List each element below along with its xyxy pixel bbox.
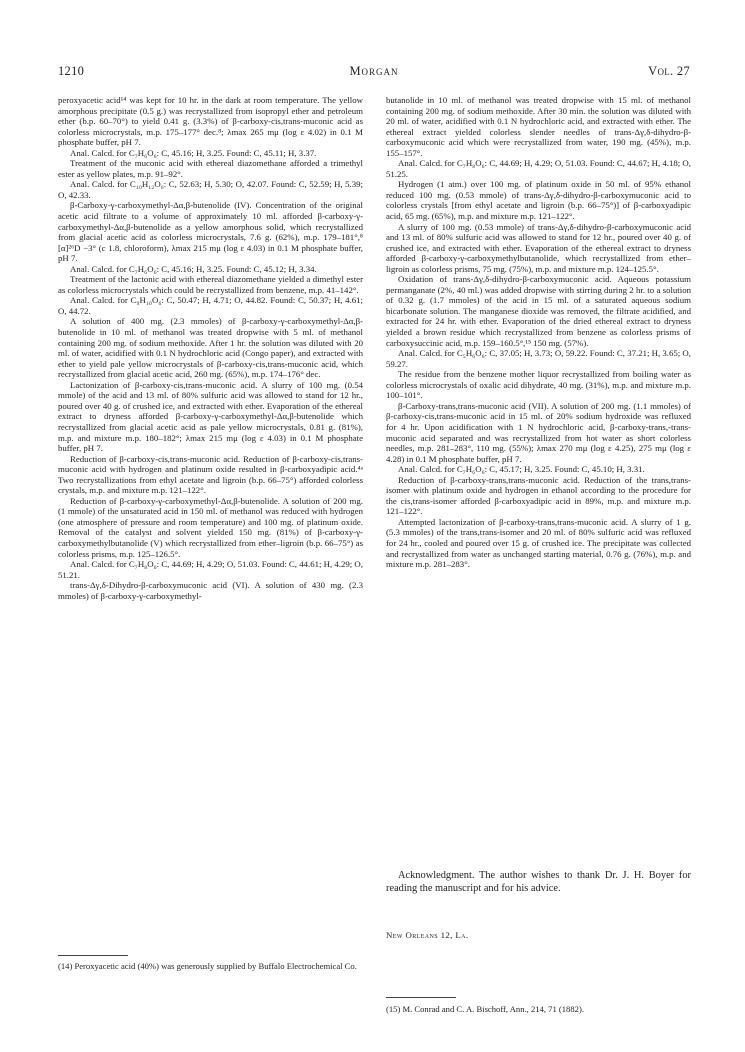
paragraph: A solution of 400 mg. (2.3 mmoles) of β-carboxy-γ-carboxymethyl-Δα,β-butenolide in 10 ml. of methanol was treated dropwise with 5 ml. of methanol containing 200 mg. of sodium methoxide. After 1 hr. the solution was diluted with 20 ml. of water, acidified with 0.1 N hydrochloric acid (Congo paper), and extracted with ether to yield pale yellow microcrystals of β-carboxy-cis,trans-muconic acid, which recrystallized from glacial acetic acid, 260 mg. (65%), m.p. 174–176° dec. (58, 316, 363, 380)
paragraph: Treatment of the muconic acid with ethereal diazomethane afforded a trimethyl ester as yellow plates, m.p. 91–92°. (58, 158, 363, 179)
paragraph: Reduction of β-carboxy-cis,trans-muconic acid. Reduction of β-carboxy-cis,trans-muconic acid with hydrogen and platinum oxide resulted in β-carboxyadipic acid.⁴ᵃ Two recrystallizations from ethyl acetate and ligroin (b.p. 66–75°) afforded colorless crystals, m.p. and mixture m.p. 121–122°. (58, 453, 363, 496)
paragraph: Lactonization of β-carboxy-cis,trans-muconic acid. A slurry of 100 mg. (0.54 mmole) of the acid and 13 ml. of 80% sulfuric acid was allowed to stand for 12 hr., poured over 40 g. of crushed ice, and extracted with ether. Evaporation of the ethereal extract to dryness afforded β-carboxy-γ-carboxymethyl-Δα,β-butenolide which recrystallized from glacial acetic acid as pale yellow microcrystals, 0.81 g. (81%), m.p. and mixture m.p. 180–182°; λmax 215 mμ (log ε 4.03) in 0.1 M phosphate buffer, pH 7. (58, 379, 363, 454)
paragraph: Oxidation of trans-Δγ,δ-dihydro-β-carboxymuconic acid. Aqueous potassium permanganate (2%, 40 ml.) was added dropwise with stirring during 2 hr. to a solution of 0.32 g. (1.7 mmoles) of the acid in 15 ml. of a saturated aqueous sodium bicarbonate solution. The manganese dioxide was removed, the filtrate acidified, and extracted for 24 hr. with ether. Evaporation of the dried ethereal extract to dryness yielded a brown residue which recrystallized from benzene as colorless prisms of carboxysuccinic acid, m.p. 159–160.5°,¹⁵ 150 mg. (57%). (386, 274, 691, 348)
author-address: New Orleans 12, La. (386, 930, 469, 940)
paragraph: β-Carboxy-trans,trans-muconic acid (VII). A solution of 200 mg. (1.1 mmoles) of β-carboxy-cis,trans-muconic acid in 15 ml. of 20% sodium hydroxide was refluxed for 4 hr. Upon acidification with 1 N hydrochloric acid, β-carboxy-trans,-trans-muconic acid separated and was recrystallized from hot water as short colorless needles, m.p. 281–283°, 110 mg. (55%); λmax 270 mμ (log ε 4.25), 275 mμ (log ε 4.28) in 0.1 M phosphate buffer, pH 7. (386, 400, 691, 464)
left-column (58, 95, 363, 601)
paragraph: butanolide in 10 ml. of methanol was treated dropwise with 15 ml. of methanol containing 200 mg. of sodium methoxide. After 30 min. the solution was diluted with 20 ml. of water, acidified with 0.1 N hydrochloric acid, and extracted with ether. The ethereal extract yielded colorless slender needles of trans-Δγ,δ-dihydro-β-carboxymuconic acid which were recrystallized from water, 190 mg. (45%), m.p. 155–157°. (386, 95, 691, 158)
paragraph: Anal. Calcd. for C₁₀H₁₂O₆: C, 52.63; H, 5.30; O, 42.07. Found: C, 52.59; H, 5.39; O, 42.33. (58, 179, 363, 200)
paragraph: Anal. Calcd. for C₉H₁₀O₆: C, 50.47; H, 4.71; O, 44.82. Found: C, 50.37; H, 4.61; O, 44.72. (58, 295, 363, 316)
volume-label: Vol. 27 (648, 64, 690, 78)
paragraph: peroxyacetic acid¹⁴ was kept for 10 hr. in the dark at room temperature. The yellow amorphous precipitate (0.5 g.) was recrystallized from isopropyl ether and petroleum ether (b.p. 60–70°) to yield 0.41 g. (3.3%) of β-carboxy-cis,trans-muconic acid as colorless microcrystals, m.p. 175–177° dec.⁸; λmax 265 mμ (log ε 4.02) in 0.1 M phosphate buffer, pH 7. (58, 95, 363, 148)
right-column (386, 95, 691, 570)
running-author: Morgan (349, 64, 399, 78)
footnote-14: (14) Peroxyacetic acid (40%) was generously supplied by Buffalo Electrochemical Co. (58, 961, 357, 971)
paragraph: Anal. Calcd. for C₇H₈O₆: C, 44.69; H, 4.29; O, 51.03. Found: C, 44.67; H, 4.18; O, 51.25. (386, 158, 691, 179)
page-number: 1210 (58, 64, 85, 78)
footnote-rule (386, 997, 456, 998)
paragraph: Reduction of β-carboxy-trans,trans-muconic acid. Reduction of the trans,trans-isomer with platinum oxide and hydrogen in ethanol according to the procedure for the cis,trans-isomer afforded β-carboxyadipic acid in 89%, m.p. and mixture m.p. 121–122°. (386, 474, 691, 517)
paragraph: Attempted lactonization of β-carboxy-trans,trans-muconic acid. A slurry of 1 g. (5.3 mmoles) of the trans,trans-isomer and 20 ml. of 80% sulfuric acid was refluxed for 24 hr., cooled and poured over 15 g. of crushed ice. The precipitate was collected and recrystallized from water as unchanged starting material, 0.76 g. (76%), m.p. and mixture m.p. 281–283°. (386, 516, 691, 570)
paragraph: Anal. Calcd. for C₅H₆O₆: C, 37.05; H, 3.73; O, 59.22. Found: C, 37.21; H, 3.65; O, 59.27. (386, 348, 691, 369)
footnote-rule (58, 955, 128, 956)
paragraph: β-Carboxy-γ-carboxymethyl-Δα,β-butenolide (IV). Concentration of the original acetic acid filtrate to a volume of approximately 10 ml. afforded β-carboxy-γ-carboxymethyl-Δα,β-butenolide as a yellow amorphous solid, which recrystallized from glacial acetic acid as colorless microcrystals, 7.6 g. (62%), m.p. 179–181°,⁸ [α]²⁶D −3° (c 1.8, chloroform), λmax 215 mμ (log ε 4.03) in 0.1 M phosphate buffer, pH 7. (58, 200, 363, 264)
paragraph: Hydrogen (1 atm.) over 100 mg. of platinum oxide in 50 ml. of 95% ethanol reduced 100 mg. (0.53 mmole) of trans-Δγ,δ-dihydro-β-carboxymuconic acid to colorless crystals [from ethyl acetate and ligroin (b.p. 66–75°)] of β-carboxyadipic acid, 65 mg. (65%), m.p. and mixture m.p. 121–122°. (386, 179, 691, 222)
paragraph: Anal. Calcd. for C₇H₆O₆: C, 45.17; H, 3.25. Found: C, 45.10; H, 3.31. (398, 464, 645, 475)
paragraph: Anal. Calcd. for C₇H₈O₆: C, 44.69; H, 4.29; O, 51.03. Found: C, 44.61; H, 4.29; O, 51.21. (58, 559, 363, 580)
footnote-15: (15) M. Conrad and C. A. Bischoff, Ann., 214, 71 (1882). (386, 1004, 584, 1014)
paragraph: The residue from the benzene mother liquor recrystallized from boiling water as colorless microcrystals of oxalic acid dihydrate, 40 mg. (31%), m.p. and mixture m.p. 100–101°. (386, 369, 691, 401)
running-header (58, 64, 690, 80)
paragraph: A slurry of 100 mg. (0.53 mmole) of trans-Δγ,δ-dihydro-β-carboxymuconic acid and 13 ml. of 80% sulfuric acid was allowed to stand for 12 hr., poured over 40 g. of crushed ice, and extracted with ether. Evaporation of the ethereal extract to dryness afforded β-carboxy-γ-carboxymethylbutanolide, which recrystallized from ether–ligroin as colorless prisms, 75 mg. (75%), m.p. and mixture m.p. 124–125.5°. (386, 221, 691, 274)
paragraph: Anal. Calcd. for C₇H₆O₆: C, 45.16; H, 3.25. Found: C, 45.12; H, 3.34. (70, 263, 317, 274)
paragraph: Anal. Calcd. for C₇H₆O₆: C, 45.16; H, 3.25. Found: C, 45.11; H, 3.37. (70, 147, 317, 158)
paragraph: trans-Δγ,δ-Dihydro-β-carboxymuconic acid (VI). A solution of 430 mg. (2.3 mmoles) of β-carboxy-γ-carboxymethyl- (58, 580, 363, 601)
acknowledgment: Acknowledgment. The author wishes to thank Dr. J. H. Boyer for reading the manuscript and for his advice. (386, 870, 691, 894)
paragraph: Reduction of β-carboxy-γ-carboxymethyl-Δα,β-butenolide. A solution of 200 mg. (1 mmole) of the unsaturated acid in 150 ml. of methanol was reduced with hydrogen (one atmosphere of pressure and room temperature) and 100 mg. of platinum oxide. Removal of the catalyst and solvent yielded 150 mg. (81%) of β-carboxy-γ-carboxymethylbutanolide (V) which recrystallized from ether–ligroin (b.p. 66–75°) as colorless prisms, m.p. 125–126.5°. (58, 495, 363, 559)
paragraph: Treatment of the lactonic acid with ethereal diazomethane yielded a dimethyl ester as colorless microcrystals which could be recrystallized from benzene, m.p. 41–142°. (58, 274, 363, 295)
